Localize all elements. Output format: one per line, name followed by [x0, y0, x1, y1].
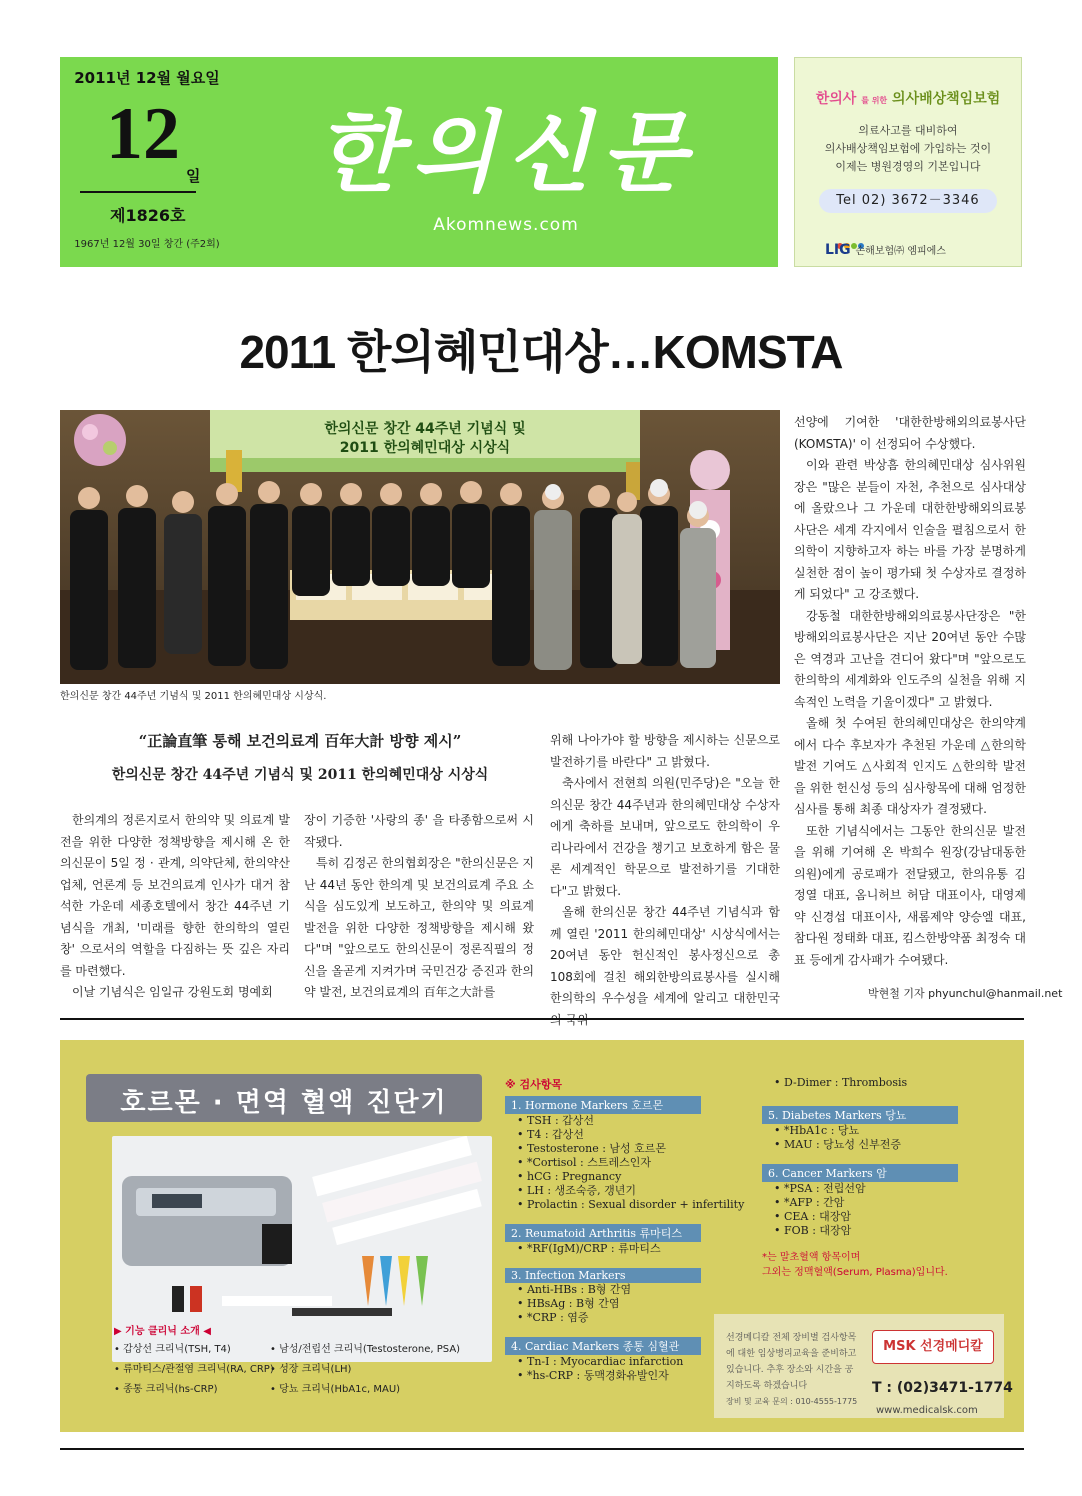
ad-test-item: • CEA : 대장암 [774, 1210, 851, 1223]
ad-test-item: • *CRP : 염증 [517, 1311, 589, 1324]
insurance-title-small: 를 위한 [861, 96, 888, 105]
ad-note: *는 말초혈액 항목이며 [762, 1252, 861, 1263]
insurance-logo-sub: 손해보험㈜ 엠피에스 [855, 246, 946, 257]
founded-note: 1967년 12월 30일 창간 (주2회) [74, 239, 220, 250]
ad-test-item: • T4 : 갑상선 [517, 1128, 584, 1141]
ad-contact-desc-phone: 장비 및 교육 문의 : 010-4555-1775 [726, 1397, 858, 1406]
ad-test-item: • hCG : Pregnancy [517, 1170, 622, 1183]
ad-test-item: • *Cortisol : 스트레스인자 [517, 1156, 651, 1169]
ad-test-item: • *hs-CRP : 동맥경화유발인자 [517, 1369, 669, 1382]
article-column-right [794, 412, 1026, 971]
ad-test-item: • HBsAg : B형 간염 [517, 1297, 620, 1310]
insurance-title-pink: 한의사 [815, 91, 857, 107]
newspaper-title: 한의신문 [315, 100, 697, 204]
ad-test-item: • Tn-I : Myocardiac infarction [517, 1355, 684, 1368]
ad-function-item: • 갑상선 크리닉(TSH, T4) [114, 1344, 231, 1355]
ad-test-list-title: ※ 검사항목 [505, 1078, 563, 1091]
masthead-title-panel [234, 57, 778, 267]
ad-test-item: • *HbA1c : 당뇨 [774, 1124, 860, 1137]
ad-test-item: • *RF(IgM)/CRP : 류마티스 [517, 1242, 661, 1255]
ad-category: 4. Cardiac Markers 종통 심혈관 [505, 1337, 701, 1355]
ad-test-item: • LH : 생조숙증, 갱년기 [517, 1184, 636, 1197]
article-paragraph: 특히 김정곤 한의협회장은 "한의신문은 지난 44년 동안 한의계 및 보건의료계 주요 소식을 심도있게 보도하고, 한의약 및 의료계 발전을 위한 다양한 정책방향을 제시해 왔다"며 "앞으로도 한의신문이 정론직필의 정신을 올곧게 지켜가며 국민건강 증진과 한의약 발전, 보건의료계의 百年之大計를 [304, 856, 534, 999]
insurance-logo [825, 242, 946, 258]
article-paragraph: 올해 한의신문 창간 44주년 기념식과 함께 열린 '2011 한의혜민대상' 시상식에서는 20여년 동안 헌신적인 봉사정신으로 총 108회에 걸친 해외한방의료봉사를 실시해 한의학의 우수성을 세계에 알리고 대한민국의 국위 [550, 905, 780, 1027]
article-byline: 박현철 기자 phyunchul@hanmail.net [868, 987, 1063, 1000]
diagnostic-device-ad[interactable] [60, 1040, 1024, 1432]
ad-function-item: • 류마티스/관절염 크리닉(RA, CRP) [114, 1364, 274, 1375]
ad-function-title: ▶ 기능 클리닉 소개 ◀ [114, 1326, 211, 1337]
ad-category: 6. Cancer Markers 암 [762, 1164, 958, 1182]
article-paragraph: 올해 첫 수여된 한의혜민대상은 한의약계에서 다수 후보자가 추천된 가운데 △한의학 발전 기여도 △사회적 인지도 △한의학 발전을 위한 헌신성 등의 심사항목에 대해 엄정한 심사를 통해 최종 대상자가 결정됐다. [794, 716, 1026, 816]
insurance-ad[interactable] [794, 57, 1022, 267]
issue-date: 2011년 12월 월요일 [74, 69, 220, 87]
article-subhead-secondary: 한의신문 창간 44주년 기념식 및 2011 한의혜민대상 시상식 [111, 767, 489, 783]
article-paragraph: 이날 기념식은 임일규 강원도회 명예회 [72, 985, 273, 999]
ad-note: 그외는 정맥혈액(Serum, Plasma)입니다. [762, 1267, 948, 1278]
ad-test-item: • *AFP : 간암 [774, 1196, 845, 1209]
insurance-line: 이제는 병원경영의 기본입니다 [835, 160, 981, 173]
ad-test-item: • TSH : 갑상선 [517, 1114, 595, 1127]
insurance-logo-text: LIG [825, 242, 851, 258]
article-paragraph: 이와 관련 박상흠 한의혜민대상 심사위원장은 "많은 분들이 자천, 추천으로 심사대상에 올랐으나 그 가운데 대한한방해외의료봉사단은 세계 각지에서 인술을 펼침으로서 한의학이 지향하고자 하는 바를 가장 분명하게 실천한 점이 높이 평가돼 첫 수상자로 결정하게 되었다" 고 강조했다. [794, 458, 1026, 601]
msk-logo: MSK 선경메디칼 [872, 1330, 994, 1364]
page-bottom-divider [60, 1448, 1024, 1450]
newspaper-url[interactable]: Akomnews.com [433, 215, 579, 235]
article-paragraph: 위해 나아가야 할 방향을 제시하는 신문으로 발전하기를 바란다" 고 밝혔다. [550, 733, 780, 769]
photo-banner-line1: 한의신문 창간 44주년 기념식 및 [324, 421, 526, 437]
article-paragraph: 한의계의 정론지로서 한의약 및 의료계 발전을 위한 다양한 정책방향을 제시해 온 한의신문이 5일 정 · 관계, 의약단체, 한의약산업체, 언론계 등 보건의료계 인사가 대거 참석한 가운데 세종호텔에서 창간 44주년 기념식을 개최, '미래를 향한 한의학의 열린 창' 으로서의 역할을 다짐하는 뜻 깊은 자리를 마련했다. [60, 813, 290, 978]
article-subhead: “正論直筆 통해 보건의료계 百年大計 방향 제시” [138, 732, 462, 750]
insurance-tel: Tel 02) 3672－3346 [819, 189, 997, 213]
ad-test-item: • *PSA : 전립선암 [774, 1182, 866, 1195]
ad-website[interactable]: www.medicalsk.com [876, 1405, 978, 1416]
article-paragraph: 강동철 대한한방해외의료봉사단장은 "한방해외의료봉사단은 지난 20여년 동안 수많은 역경과 고난을 견디어 왔다"며 "앞으로도 한의학의 세계화와 인도주의 실천을 위해 지속적인 노력을 기울이겠다" 고 밝혔다. [794, 608, 1026, 709]
date-divider [80, 191, 196, 193]
masthead-date-panel [60, 57, 234, 267]
ad-category: 1. Hormone Markers 호르몬 [505, 1096, 701, 1114]
ad-test-item: • Anti-HBs : B형 간염 [517, 1283, 632, 1296]
ad-test-list-left [505, 1096, 745, 1383]
analyzer-device-image [112, 1136, 492, 1326]
ad-contact-description [726, 1330, 858, 1410]
ad-banner-title: 호르몬 · 면역 혈액 진단기 [120, 1088, 448, 1118]
article-column-1 [60, 810, 290, 1004]
ad-function-item: • 당뇨 크리닉(HbA1c, MAU) [270, 1384, 401, 1395]
issue-day: 12 [106, 93, 180, 175]
article-paragraph: 선양에 기여한 '대한한방해외의료봉사단(KOMSTA)' 이 선정되어 수상했다. [794, 415, 1026, 451]
ad-contact-desc-text: 선경메디칼 전체 장비별 검사항목에 대한 임상병리교육을 준비하고 있습니다. 추후 장소와 시간을 공지하도록 하겠습니다 [726, 1333, 857, 1391]
ad-test-item: • Prolactin : Sexual disorder + infertility [517, 1198, 745, 1211]
article-column-2 [304, 810, 534, 1004]
ad-category: 2. Reumatoid Arthritis 류마티스 [505, 1224, 701, 1242]
ad-test-list-right [762, 1076, 982, 1278]
ad-telephone: T : (02)3471-1774 [872, 1380, 1013, 1396]
ad-function-item: • 성장 크리닉(LH) [270, 1364, 352, 1375]
article-column-3 [550, 730, 780, 1031]
ad-test-item: • FOB : 대장암 [774, 1224, 852, 1237]
ad-test-item: • D-Dimer : Thrombosis [774, 1076, 908, 1089]
article-paragraph: 장이 기증한 '사랑의 종' 을 타종함으로써 시작됐다. [304, 813, 534, 849]
insurance-ad-title [795, 88, 1021, 108]
ad-function-item: • 종통 크리닉(hs-CRP) [114, 1384, 218, 1395]
insurance-line: 의사배상책임보험에 가입하는 것이 [824, 142, 992, 155]
ad-test-item: • Testosterone : 남성 호르몬 [517, 1142, 667, 1155]
section-divider [60, 1018, 1024, 1020]
article-paragraph: 축사에서 전현희 의원(민주당)은 "오늘 한의신문 창간 44주년과 한의혜민대상 수상자에게 축하를 보내며, 앞으로도 한의학이 우리나라에서 건강을 챙기고 보호하게 함은 물론 세계적인 학문으로 발전하기를 기대한다"고 밝혔다. [550, 776, 780, 898]
issue-day-suffix: 일 [186, 167, 201, 185]
ad-category: 3. Infection Markers [505, 1268, 701, 1283]
ceremony-photo [60, 410, 780, 684]
ad-function-item: • 남성/전립선 크리닉(Testosterone, PSA) [270, 1344, 461, 1355]
insurance-title-main: 의사배상책임보험 [892, 91, 1001, 107]
photo-banner-line2: 2011 한의혜민대상 시상식 [339, 440, 511, 456]
article-paragraph: 또한 기념식에서는 그동안 한의신문 발전을 위해 기여해 온 박희수 원장(강남대동한의원)에게 공로패가 전달됐고, 한의유통 김정열 대표, 옴니허브 허담 대표이사, 대영제약 신경섭 대표이사, 새롬제약 양승엘 대표, 참다원 정태화 대표, 킴스한방약품 최정숙 대표 등에게 감사패가 수여됐다. [794, 823, 1026, 967]
photo-caption: 한의신문 창간 44주년 기념식 및 2011 한의혜민대상 시상식. [60, 691, 327, 702]
insurance-line: 의료사고를 대비하여 [858, 124, 958, 137]
issue-number: 제1826호 [110, 206, 186, 225]
ad-test-item: • MAU : 당뇨성 신부전증 [774, 1138, 902, 1151]
main-headline: 2011 한의혜민대상…KOMSTA [239, 326, 843, 378]
ad-category: 5. Diabetes Markers 당뇨 [762, 1106, 958, 1124]
